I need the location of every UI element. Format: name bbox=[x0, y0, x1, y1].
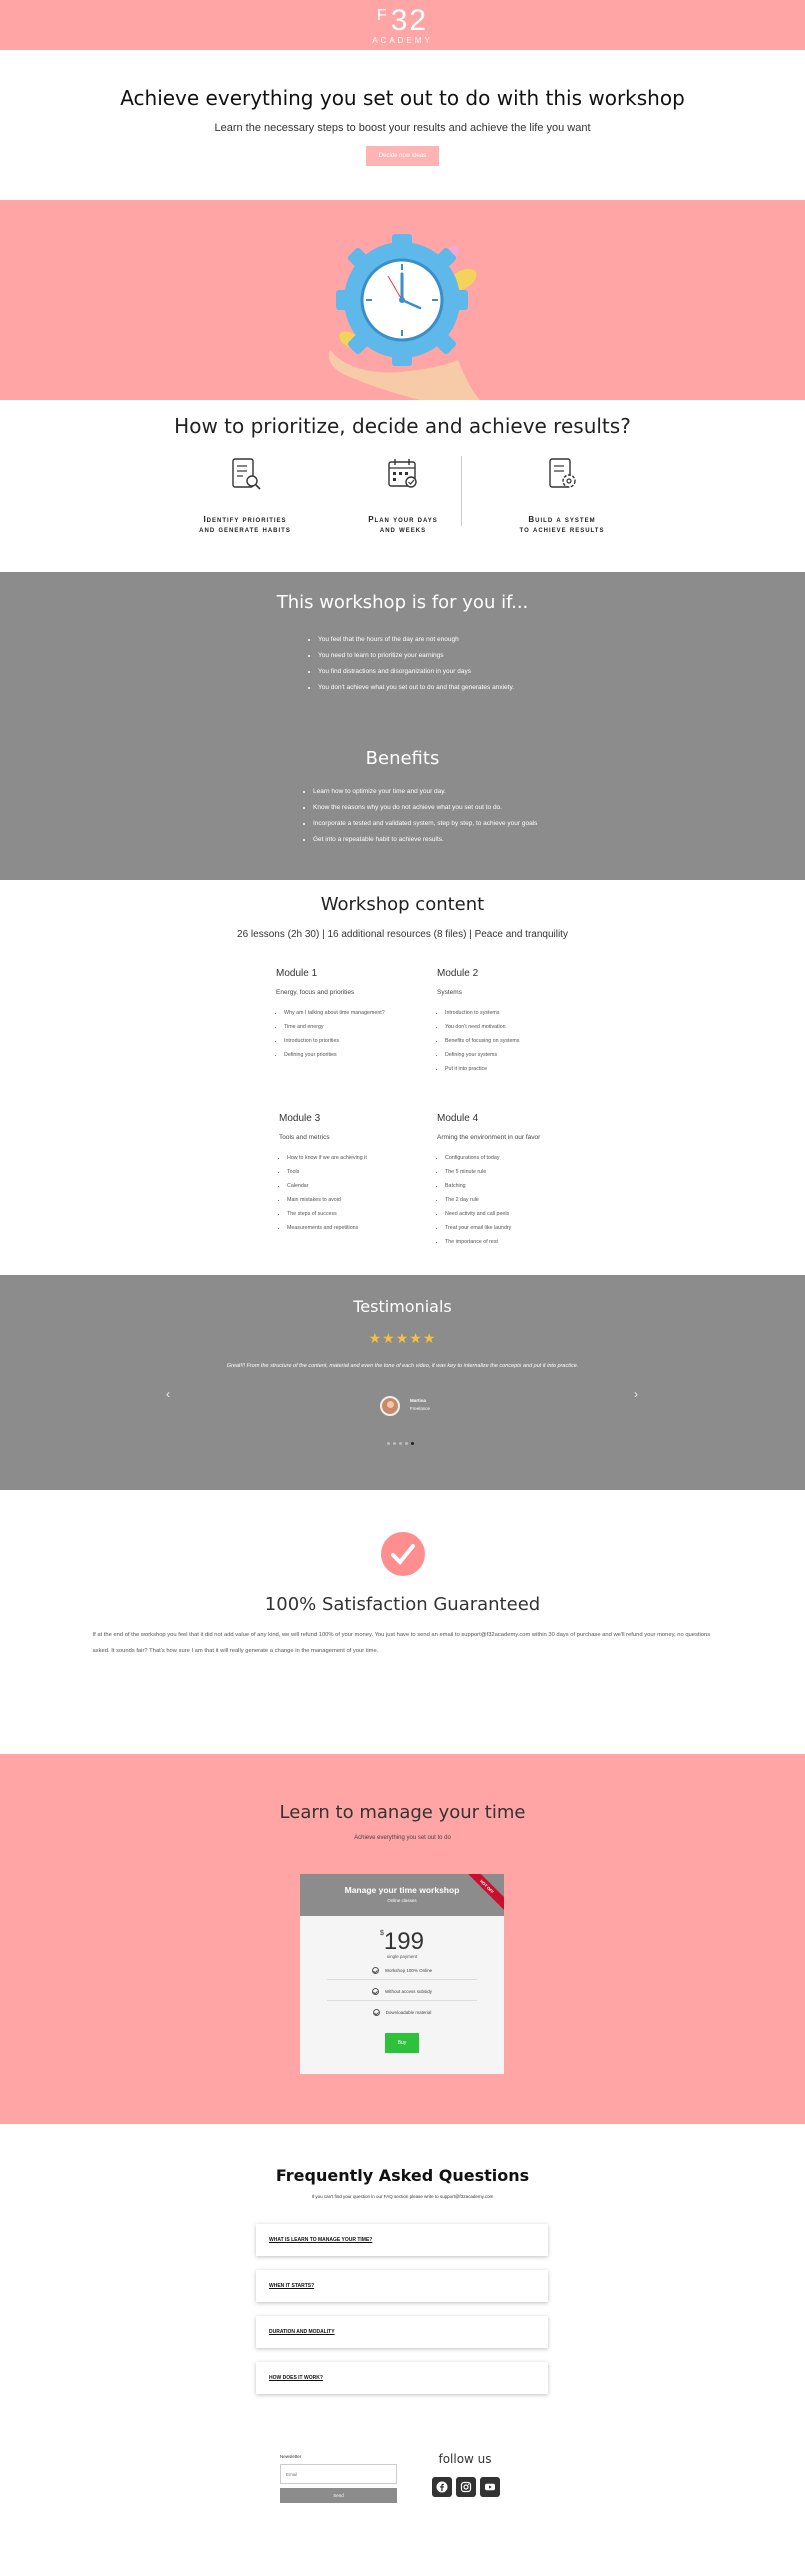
newsletter-email-input[interactable] bbox=[280, 2464, 397, 2484]
logo-number: 32 bbox=[390, 3, 429, 37]
hero-subtitle: Learn the necessary steps to boost your results and achieve the life you want bbox=[214, 122, 591, 134]
step-2-line-2: and weeks bbox=[379, 525, 427, 534]
list-item: • Time and energy bbox=[284, 1020, 436, 1034]
carousel-prev-icon[interactable]: ‹ bbox=[166, 1387, 170, 1401]
feature-label: Without access subsidy bbox=[384, 1989, 433, 1994]
faq-title: Frequently Asked Questions bbox=[275, 2166, 530, 2185]
module-name: Module 1 bbox=[276, 968, 318, 979]
module-topic: Tools and metrics bbox=[279, 1134, 330, 1141]
workshop-content-section bbox=[0, 880, 805, 1275]
module-topic: Systems bbox=[437, 989, 462, 996]
check-circle-icon bbox=[372, 1967, 379, 1974]
step-identify-priorities bbox=[165, 456, 325, 535]
plan-feature bbox=[327, 1967, 477, 1980]
module-1 bbox=[276, 968, 436, 1062]
list-item: • Main mistakes to avoid bbox=[287, 1193, 439, 1207]
faq-item[interactable]: HOW DOES IT WORK? bbox=[256, 2362, 548, 2394]
newsletter-label: Newsletter bbox=[280, 2454, 302, 2459]
testimonial-quote: Great!!! From the structure of the content, material and even the tone of each video, it was key to internalize the concepts and put it into practice. bbox=[226, 1363, 579, 1369]
module-topic: Energy, focus and priorities bbox=[276, 989, 355, 996]
guarantee-text: If at the end of the workshop you feel that it did not add value of any kind, we will refund 100% of your money. You just have to send an email to support@f32academy.com within 30 days of purchase and we'll refund your money, no questions asked. It sounds fair? That's how sure I am that it will really generate a change in the management of your time. bbox=[92, 1632, 711, 1654]
module-2 bbox=[437, 968, 597, 1076]
logo-subtitle: ACADEMY bbox=[372, 35, 433, 45]
price-note: single payment bbox=[386, 1954, 418, 1959]
step-1-line-1: Identify priorities bbox=[203, 515, 287, 524]
carousel-dot[interactable] bbox=[405, 1442, 408, 1445]
for-you-list bbox=[318, 632, 514, 696]
testimonials-title: Testimonials bbox=[353, 1297, 452, 1316]
benefits-list bbox=[313, 784, 537, 848]
for-you-section bbox=[0, 572, 805, 880]
faq-subtitle: If you can't find your question in our FAQ section please write to support@f32academy.com bbox=[311, 2194, 494, 2199]
carousel-dot[interactable] bbox=[399, 1442, 402, 1445]
carousel-dots bbox=[387, 1432, 417, 1450]
list-item: • Calendar bbox=[287, 1179, 439, 1193]
price-currency: $ bbox=[380, 1930, 384, 1937]
list-item: • Defining your priorities bbox=[284, 1048, 436, 1062]
buy-button[interactable]: Buy bbox=[385, 2033, 419, 2053]
feature-label: Downloadable material bbox=[385, 2010, 432, 2015]
site-footer bbox=[0, 2440, 805, 2560]
carousel-dot-active[interactable] bbox=[411, 1442, 414, 1445]
list-item: • Introduction to systems bbox=[445, 1006, 597, 1020]
list-item: • Why am I talking about time management? bbox=[284, 1006, 436, 1020]
step-3-line-1: Build a system bbox=[528, 515, 596, 524]
pricing-title: Learn to manage your time bbox=[279, 1802, 526, 1823]
carousel-dot[interactable] bbox=[387, 1442, 390, 1445]
workshop-summary: 26 lessons (2h 30) | 16 additional resources (8 files) | Peace and tranquility bbox=[237, 929, 568, 940]
plan-subtitle: Online classes bbox=[387, 1898, 417, 1903]
plan-name: Manage your time workshop bbox=[344, 1885, 460, 1895]
list-item: • Benefits of focusing on systems bbox=[445, 1034, 597, 1048]
carousel-next-icon[interactable]: › bbox=[634, 1387, 638, 1401]
clock-illustration-band bbox=[0, 200, 805, 400]
plan-feature bbox=[327, 2009, 477, 2021]
list-item: • Incorporate a tested and validated system, step by step, to achieve your goals bbox=[313, 816, 537, 832]
hero-title: Achieve everything you set out to do with this workshop bbox=[120, 86, 685, 110]
check-circle-icon bbox=[373, 2009, 380, 2016]
list-item: • The importance of rest bbox=[445, 1235, 597, 1249]
faq-item[interactable]: WHEN IT STARTS? bbox=[256, 2270, 548, 2302]
checklist-magnifier-icon bbox=[227, 456, 263, 492]
logo-prefix: F bbox=[376, 6, 389, 24]
pricing-section bbox=[0, 1754, 805, 2124]
plan-price bbox=[300, 1928, 504, 1956]
guarantee-title: 100% Satisfaction Guaranteed bbox=[264, 1594, 541, 1615]
list-item: • Tools bbox=[287, 1165, 439, 1179]
module-name: Module 2 bbox=[437, 968, 479, 979]
list-item: • You need to learn to prioritize your earnings bbox=[318, 648, 514, 664]
hero-cta-button[interactable]: Decide now ideas bbox=[366, 146, 439, 166]
list-item: • Defining your systems bbox=[445, 1048, 597, 1062]
list-item: • Configurations of today bbox=[445, 1151, 597, 1165]
calendar-check-icon bbox=[385, 456, 421, 492]
testimonial-author bbox=[410, 1398, 430, 1411]
checkmark-badge-icon bbox=[381, 1532, 425, 1576]
hand-holding-clock-illustration bbox=[0, 200, 805, 400]
module-name: Module 3 bbox=[279, 1113, 321, 1124]
list-item: • Put it into practice bbox=[445, 1062, 597, 1076]
list-item: • The 5 minute rule bbox=[445, 1165, 597, 1179]
faq-item[interactable]: WHAT IS LEARN TO MANAGE YOUR TIME? bbox=[256, 2224, 548, 2256]
pricing-tagline: Achieve everything you set out to do bbox=[354, 1835, 451, 1841]
pricing-card bbox=[300, 1874, 504, 2074]
list-item: • You don't need motivation bbox=[445, 1020, 597, 1034]
faq-item[interactable]: DURATION AND MODALITY bbox=[256, 2316, 548, 2348]
author-name: Martina bbox=[410, 1398, 427, 1403]
testimonials-section bbox=[0, 1275, 805, 1490]
clock-face-icon bbox=[362, 260, 442, 340]
how-to-section bbox=[0, 400, 805, 572]
newsletter-send-button[interactable]: Send bbox=[280, 2488, 397, 2503]
list-item: • Measurements and repetitions bbox=[287, 1221, 439, 1235]
list-item: • The 2 day rule bbox=[445, 1193, 597, 1207]
list-item: • The steps of success bbox=[287, 1207, 439, 1221]
pricing-card-header bbox=[300, 1874, 504, 1916]
author-role: Freelance bbox=[410, 1406, 431, 1411]
list-item: • Know the reasons why you do not achieve what you set out to do. bbox=[313, 800, 537, 816]
step-plan-days bbox=[323, 456, 483, 535]
plan-feature bbox=[327, 1988, 477, 2001]
step-2-line-1: Plan your days bbox=[368, 515, 438, 524]
star-rating-icon: ★★★★★ bbox=[368, 1330, 437, 1346]
step-build-system bbox=[482, 456, 642, 535]
benefits-title: Benefits bbox=[365, 748, 440, 769]
list-item: • Batching bbox=[445, 1179, 597, 1193]
step-1-line-2: and generate habits bbox=[199, 525, 291, 534]
for-you-title: This workshop is for you if... bbox=[276, 592, 529, 613]
list-item: • You find distractions and disorganization in your days bbox=[318, 664, 514, 680]
list-item: • How to know if we are achieving it bbox=[287, 1151, 439, 1165]
faq-section bbox=[0, 2124, 805, 2440]
offer-ribbon: HOT OFF bbox=[459, 1874, 504, 1914]
guarantee-section bbox=[0, 1490, 805, 1754]
workshop-title: Workshop content bbox=[320, 894, 485, 915]
module-name: Module 4 bbox=[437, 1113, 479, 1124]
carousel-dot[interactable] bbox=[393, 1442, 396, 1445]
academy-logo[interactable] bbox=[372, 3, 433, 45]
site-header bbox=[0, 0, 805, 50]
instagram-icon[interactable] bbox=[456, 2477, 476, 2497]
youtube-icon[interactable] bbox=[480, 2477, 500, 2497]
follow-us-label: follow us bbox=[438, 2452, 492, 2466]
list-item: • Learn how to optimize your time and your day. bbox=[313, 784, 537, 800]
list-item: • You feel that the hours of the day are not enough bbox=[318, 632, 514, 648]
list-item: • Treat your email like laundry bbox=[445, 1221, 597, 1235]
hero-section bbox=[0, 50, 805, 200]
list-item: • Get into a repeatable habit to achieve results. bbox=[313, 832, 537, 848]
module-4 bbox=[437, 1113, 597, 1249]
feature-label: Workshop 100% Online bbox=[384, 1968, 433, 1973]
step-3-line-2: to achieve results bbox=[519, 525, 605, 534]
list-item: • Introduction to priorities bbox=[284, 1034, 436, 1048]
steps-divider bbox=[461, 456, 462, 526]
checklist-gear-icon bbox=[544, 456, 580, 492]
module-topic: Arming the environment in our favor bbox=[437, 1134, 541, 1141]
list-item: • You don't achieve what you set out to do and that generates anxiety. bbox=[318, 680, 514, 696]
list-item: • Need activity and call peels bbox=[445, 1207, 597, 1221]
price-amount: 199 bbox=[383, 1928, 424, 1955]
check-circle-icon bbox=[372, 1988, 379, 1995]
howto-title: How to prioritize, decide and achieve results? bbox=[174, 414, 631, 438]
avatar bbox=[380, 1396, 400, 1416]
facebook-icon[interactable] bbox=[432, 2477, 452, 2497]
module-3 bbox=[279, 1113, 439, 1235]
